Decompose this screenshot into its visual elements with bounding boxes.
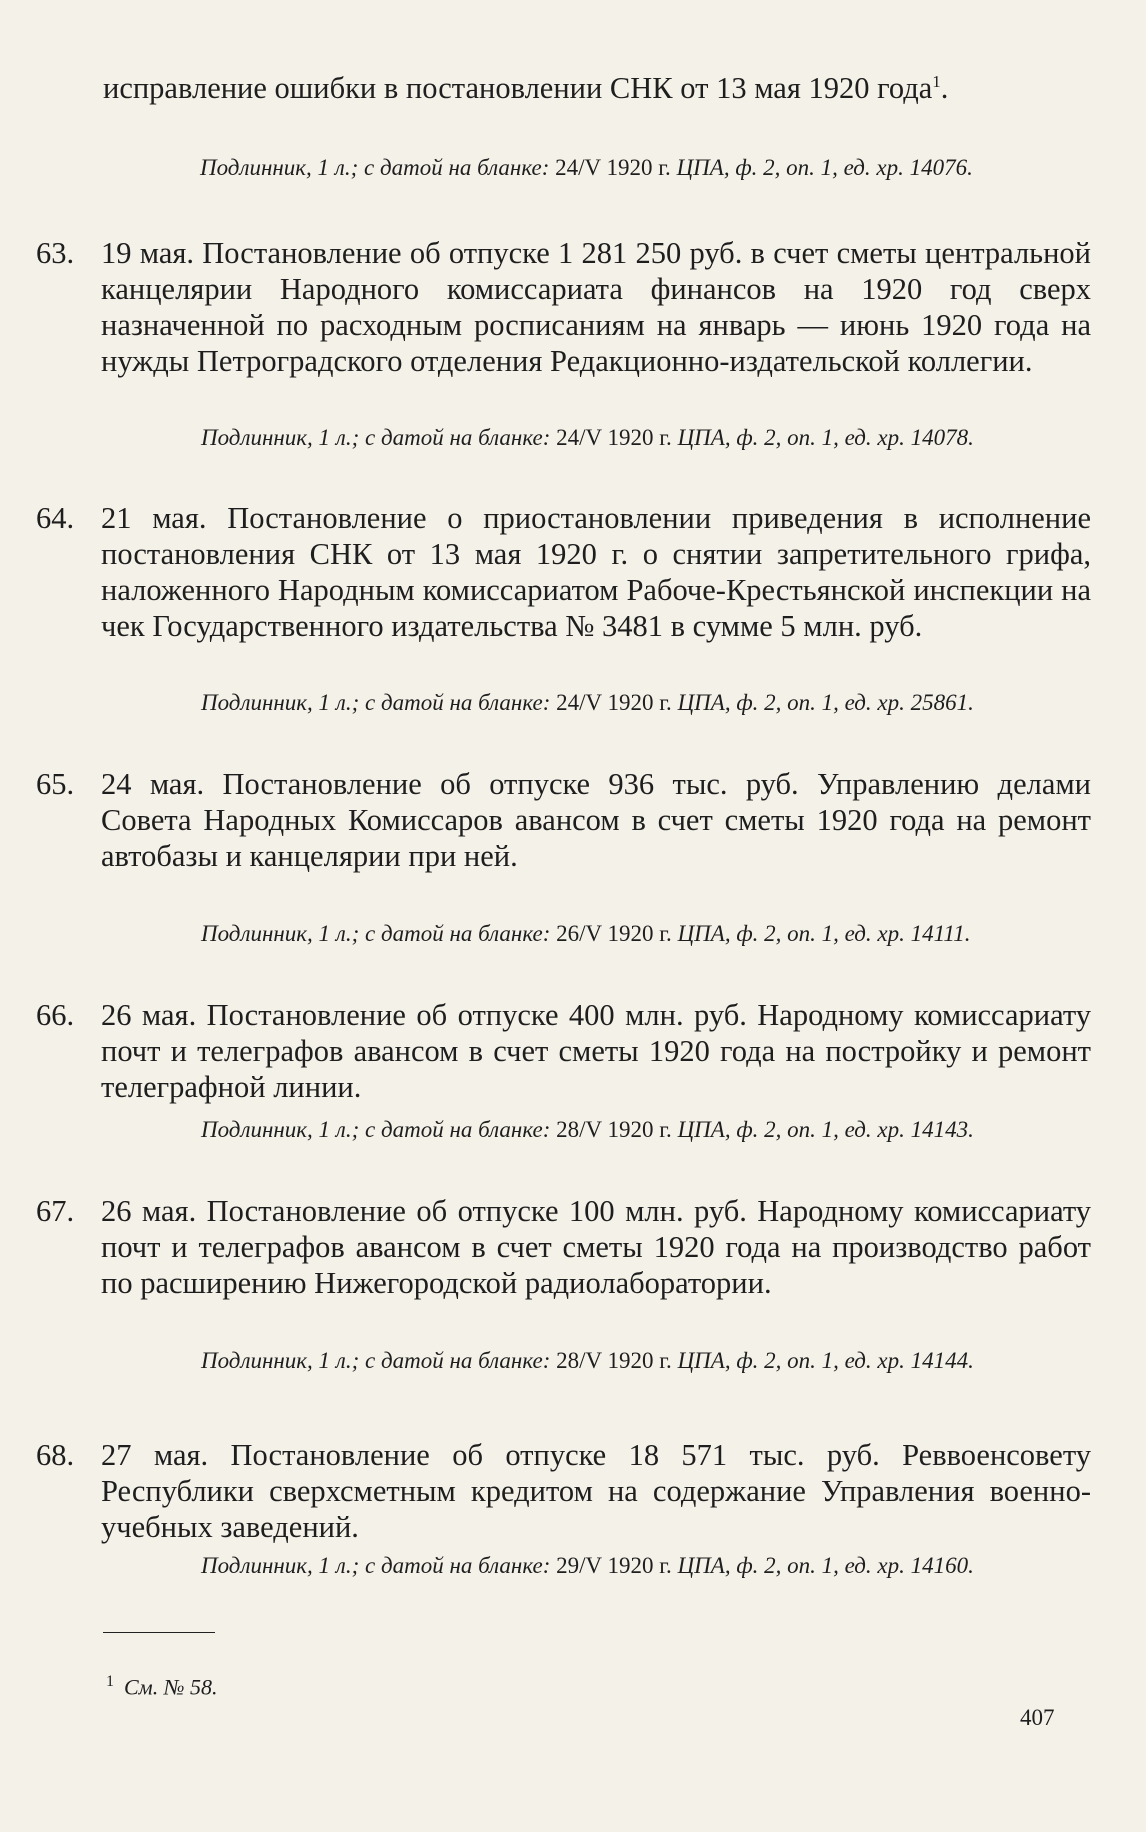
entry-text: 19 мая. Постановление об отпуске 1 281 250 руб. в счет сметы центральной канцелярии Народного комиссариата финансов на 1920 год сверх назначенной по расходным росписаниям на январь — июнь 1920 года на нужды Петроградского отделения Редакционно-издательской коллегии. xyxy=(101,236,1091,378)
entry-source: Подлинник, 1 л.; с датой на бланке: 28/V 1920 г. ЦПА, ф. 2, оп. 1, ед. хр. 14144. xyxy=(201,1348,974,1373)
entry-number: 65. xyxy=(36,767,75,801)
entry-source: Подлинник, 1 л.; с датой на бланке: 28/V 1920 г. ЦПА, ф. 2, оп. 1, ед. хр. 14143. xyxy=(201,1117,974,1142)
entry-source: Подлинник, 1 л.; с датой на бланке: 24/V 1920 г. ЦПА, ф. 2, оп. 1, ед. хр. 25861. xyxy=(201,690,974,715)
entry-number: 68. xyxy=(36,1438,75,1472)
footnote-divider xyxy=(103,1632,215,1633)
entry-text: 27 мая. Постановление об отпуске 18 571 тыс. руб. Реввоенсовету Республики сверхсметным кредитом на содержание Управления военно-учебных заведений. xyxy=(101,1438,1091,1544)
entry-text: 26 мая. Постановление об отпуске 400 млн. руб. Народному комиссариату почт и телеграфов авансом в счет сметы 1920 года на постройку и ремонт телеграфной линии. xyxy=(101,998,1091,1104)
entry-number: 64. xyxy=(36,501,75,535)
entry-number: 67. xyxy=(36,1194,75,1228)
footnote-ref: 1 xyxy=(932,71,941,91)
entry-number: 66. xyxy=(36,998,75,1032)
entry-text: 21 мая. Постановление о приостановлении приведения в исполнение постановления СНК от 13 мая 1920 г. о снятии запретительного грифа, наложенного Народным комиссариатом Рабоче-Крестьянской инспекции на чек Государственного издательства № 3481 в сумме 5 млн. руб. xyxy=(101,501,1091,643)
carryover-text: исправление ошибки в постановлении СНК от 13 мая 1920 года$^1$. xyxy=(103,71,949,105)
footnote: $^1$ См. № 58. xyxy=(106,1673,218,1700)
entry-number: 63. xyxy=(36,236,75,270)
carryover-source: Подлинник, 1 л.; с датой на бланке: 24/V 1920 г. ЦПА, ф. 2, оп. 1, ед. хр. 14076. xyxy=(200,155,973,180)
page-number: 407 xyxy=(1020,1705,1055,1730)
entry-source: Подлинник, 1 л.; с датой на бланке: 24/V 1920 г. ЦПА, ф. 2, оп. 1, ед. хр. 14078. xyxy=(201,425,974,450)
entry-source: Подлинник, 1 л.; с датой на бланке: 29/V 1920 г. ЦПА, ф. 2, оп. 1, ед. хр. 14160. xyxy=(201,1553,974,1578)
entry-text: 26 мая. Постановление об отпуске 100 млн. руб. Народному комиссариату почт и телеграфов авансом в счет сметы 1920 года на производство работ по расширению Нижегородской радиолаборатории. xyxy=(101,1194,1091,1300)
entry-source: Подлинник, 1 л.; с датой на бланке: 26/V 1920 г. ЦПА, ф. 2, оп. 1, ед. хр. 14111. xyxy=(201,921,971,946)
entry-text: 24 мая. Постановление об отпуске 936 тыс. руб. Управлению делами Совета Народных Комиссаров авансом в счет сметы 1920 года на ремонт автобазы и канцелярии при ней. xyxy=(101,767,1091,873)
